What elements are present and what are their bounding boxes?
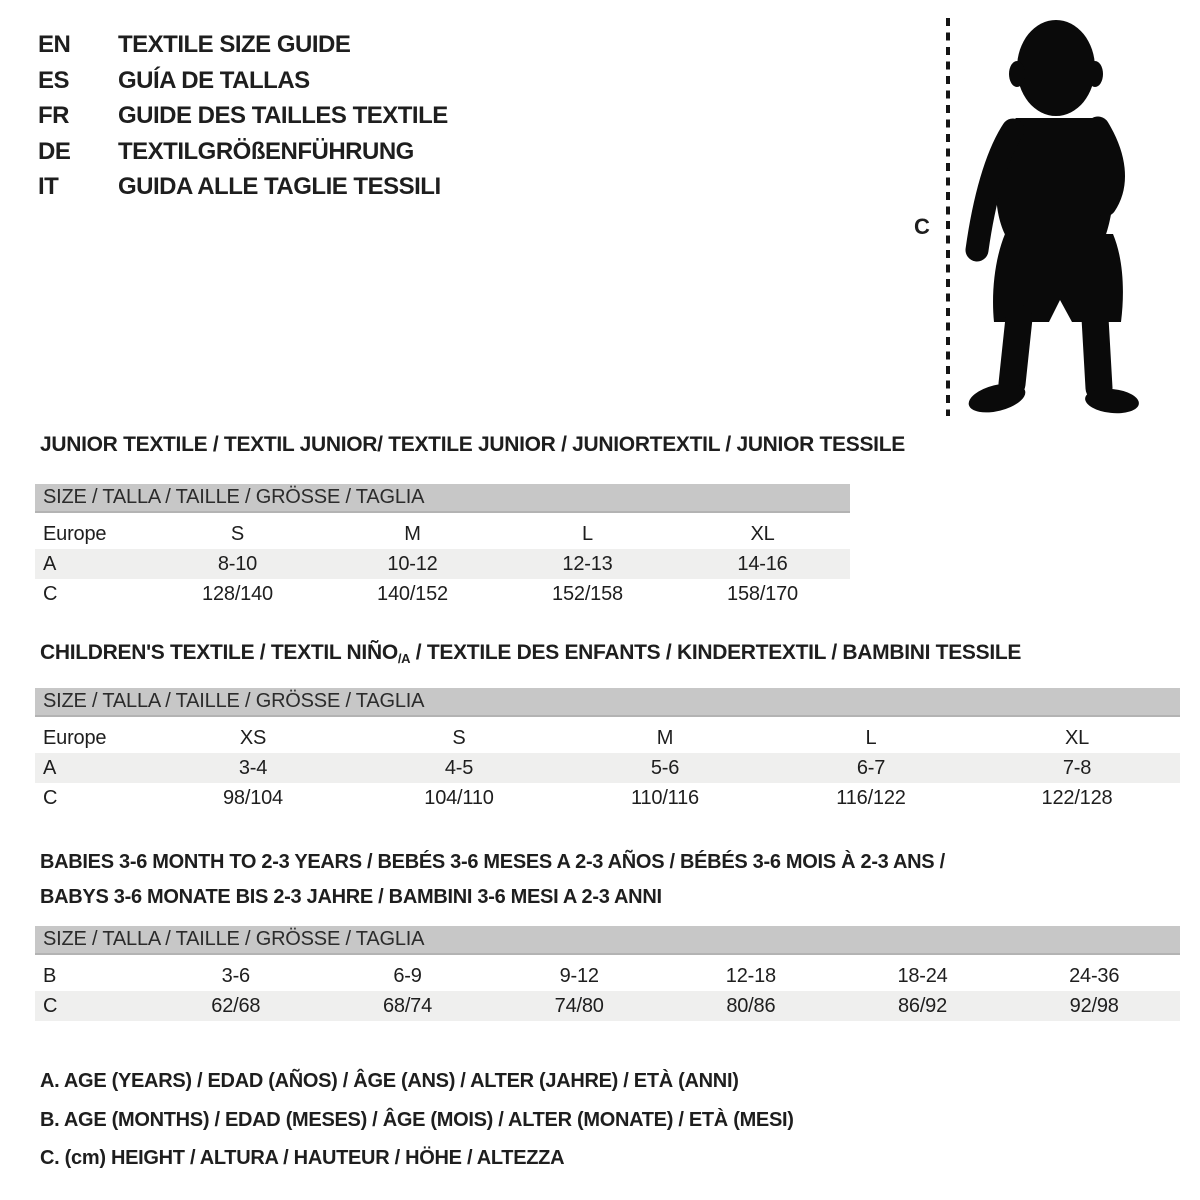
table-cell: 122/128 — [1041, 786, 1113, 809]
table-row — [35, 579, 850, 609]
table-cell: 62/68 — [211, 994, 261, 1017]
table-row — [35, 723, 1180, 753]
babies-section-title — [40, 845, 945, 915]
row-label: B — [43, 964, 57, 987]
language-code: DE — [38, 137, 71, 165]
children-title-text: / TEXTILE DES ENFANTS / KINDERTEXTIL / BAMBINI TESSILE — [410, 641, 1022, 664]
language-code: FR — [38, 102, 69, 129]
table-cell: M — [404, 522, 421, 545]
row-label: A — [43, 756, 57, 779]
table-cell: S — [452, 726, 466, 749]
height-figure — [898, 8, 1150, 423]
language-row — [38, 138, 448, 174]
row-label: Europe — [43, 522, 107, 545]
table-cell: M — [656, 726, 674, 749]
babies-size-table — [35, 926, 1180, 1021]
table-cell: 18-24 — [897, 964, 948, 987]
language-code: ES — [38, 66, 70, 94]
table-cell: 74/80 — [554, 994, 604, 1017]
table-cell: 152/158 — [552, 582, 623, 605]
babies-title-line1: BABIES 3-6 MONTH TO 2-3 YEARS / BEBÉS 3-6 MESES A 2-3 AÑOS / BÉBÉS 3-6 MOIS À 2-3 ANS / — [40, 851, 945, 873]
table-cell: L — [865, 726, 877, 749]
children-title-text: CHILDREN'S TEXTILE / TEXTIL NIÑO — [40, 641, 398, 664]
table-cell: 24-36 — [1069, 964, 1120, 987]
table-cell: 6-7 — [856, 756, 886, 779]
row-label: C — [43, 994, 58, 1017]
table-cell: 68/74 — [382, 994, 433, 1017]
toddler-shape — [966, 20, 1140, 418]
table-row — [35, 991, 1180, 1021]
table-cell: 3-4 — [238, 756, 268, 779]
children-size-table — [35, 688, 1180, 813]
measurement-legend — [40, 1062, 794, 1178]
table-cell: 14-16 — [737, 552, 788, 575]
table-cell: 98/104 — [223, 786, 283, 809]
table-cell: 104/110 — [424, 786, 494, 809]
table-row — [35, 961, 1180, 991]
table-cell: 80/86 — [726, 994, 776, 1017]
table-cell: 7-8 — [1062, 756, 1092, 779]
table-cell: 140/152 — [377, 582, 448, 605]
language-code: EN — [38, 31, 71, 58]
table-cell: L — [582, 522, 593, 545]
table-cell: 10-12 — [387, 552, 438, 575]
legend-line-a: A. AGE (YEARS) / EDAD (AÑOS) / ÂGE (ANS) / ALTER (JAHRE) / ETÀ (ANNI) — [40, 1070, 739, 1092]
table-cell: 12-18 — [725, 964, 776, 987]
table-cell: 128/140 — [202, 582, 273, 605]
table-cell: 158/170 — [727, 582, 798, 605]
legend-line-c: C. (cm) HEIGHT / ALTURA / HAUTEUR / HÖHE / ALTEZZA — [40, 1147, 565, 1169]
toddler-silhouette-icon — [898, 8, 1150, 423]
language-title: TEXTILGRÖßENFÜHRUNG — [118, 137, 414, 165]
language-row — [38, 31, 448, 67]
language-title: GUIDA ALLE TAGLIE TESSILI — [118, 173, 441, 200]
junior-section-title: JUNIOR TEXTILE / TEXTIL JUNIOR/ TEXTILE JUNIOR / JUNIORTEXTIL / JUNIOR TESSILE — [40, 433, 905, 456]
table-cell: 5-6 — [650, 756, 680, 779]
children-title-subscript: /A — [397, 651, 411, 666]
table-cell: XL — [750, 522, 775, 545]
legend-line-b: B. AGE (MONTHS) / EDAD (MESES) / ÂGE (MOIS) / ALTER (MONATE) / ETÀ (MESI) — [40, 1108, 794, 1131]
table-cell: 3-6 — [221, 964, 250, 987]
height-measure-label: C — [914, 214, 930, 239]
table-row — [35, 519, 850, 549]
language-code: IT — [38, 173, 59, 200]
language-row — [38, 173, 448, 209]
children-section-title — [40, 641, 1021, 666]
table-cell: XS — [239, 726, 267, 749]
language-title: GUIDE DES TAILLES TEXTILE — [118, 102, 448, 129]
language-row — [38, 102, 448, 138]
table-cell: 4-5 — [444, 756, 474, 779]
language-row — [38, 67, 448, 103]
table-cell: 116/122 — [836, 786, 906, 809]
table-row — [35, 753, 1180, 783]
table-cell: 86/92 — [897, 994, 948, 1017]
size-header-bar: SIZE / TALLA / TAILLE / GRÖSSE / TAGLIA — [35, 484, 850, 513]
table-cell: 110/116 — [631, 786, 699, 809]
row-label: Europe — [43, 726, 107, 749]
language-title-block — [38, 31, 448, 209]
babies-title-line2: BABYS 3-6 MONATE BIS 2-3 JAHRE / BAMBINI 3-6 MESI A 2-3 ANNI — [40, 886, 662, 908]
table-row — [35, 549, 850, 579]
language-title: TEXTILE SIZE GUIDE — [118, 31, 351, 58]
size-header-bar: SIZE / TALLA / TAILLE / GRÖSSE / TAGLIA — [35, 926, 1180, 955]
table-row — [35, 783, 1180, 813]
row-label: C — [43, 582, 58, 605]
table-cell: 12-13 — [562, 552, 613, 575]
row-label: C — [43, 786, 58, 809]
junior-size-table — [35, 484, 850, 609]
table-cell: XL — [1064, 726, 1090, 749]
table-cell: 8-10 — [217, 552, 258, 575]
table-cell: S — [230, 522, 245, 545]
table-cell: 92/98 — [1069, 994, 1119, 1017]
table-cell: 9-12 — [559, 964, 599, 987]
size-header-bar: SIZE / TALLA / TAILLE / GRÖSSE / TAGLIA — [35, 688, 1180, 717]
table-cell: 6-9 — [393, 964, 422, 987]
row-label: A — [43, 552, 57, 575]
language-title: GUÍA DE TALLAS — [118, 66, 310, 94]
